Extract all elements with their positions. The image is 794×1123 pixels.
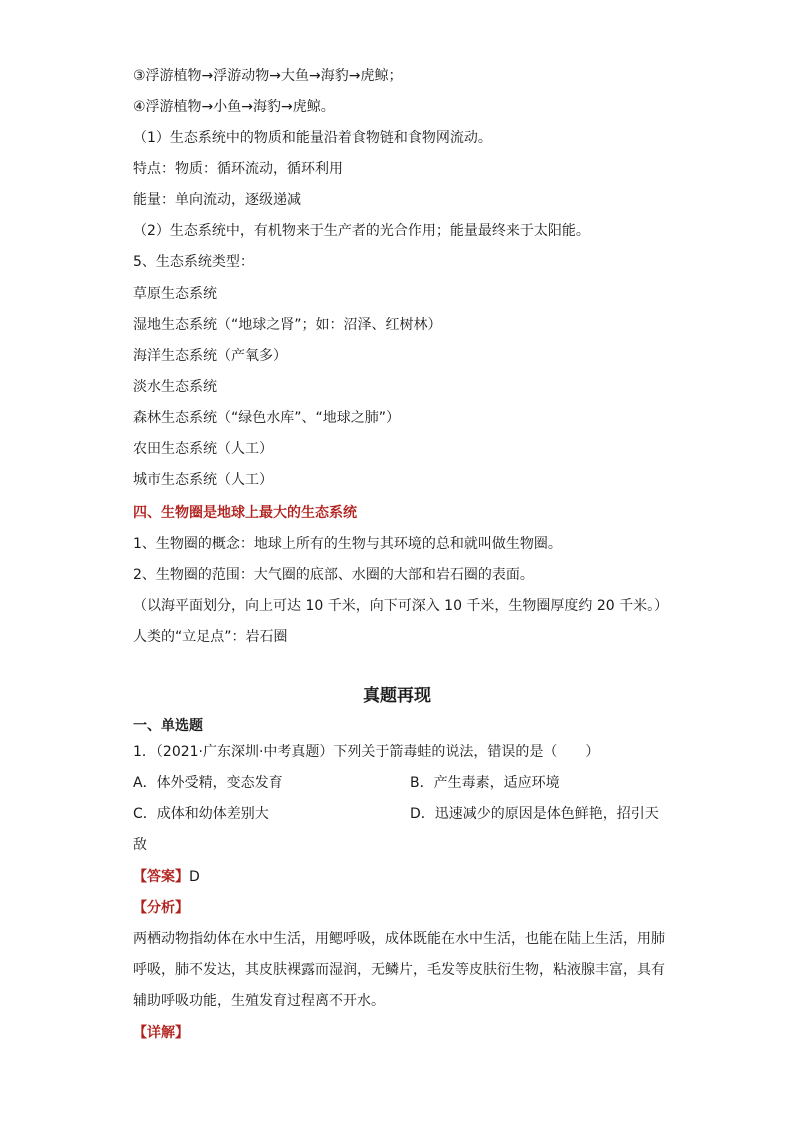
biosphere-range: 2、生物圈的范围：大气圈的底部、水圈的大部和岩石圈的表面。 <box>133 567 534 583</box>
analysis-line: 呼吸，肺不发达，其皮肤裸露而湿润，无鳞片，毛发等皮肤衍生物，粘液腺丰富，具有 <box>133 962 665 978</box>
option-d-continued: 敌 <box>133 837 147 853</box>
option-c[interactable]: C．成体和幼体差别大 <box>133 806 269 822</box>
ecosystem-type: 草原生态系统 <box>133 286 217 302</box>
ecosystem-type: 城市生态系统（人工） <box>133 472 273 488</box>
source-statement: （2）生态系统中，有机物来于生产者的光合作用；能量最终来于太阳能。 <box>133 223 590 239</box>
option-a[interactable]: A．体外受精，变态发育 <box>133 775 283 791</box>
matter-feature: 特点：物质：循环流动，循环利用 <box>133 161 343 177</box>
question-text: 1．（2021·广东深圳·中考真题）下列关于箭毒蛙的说法，错误的是（ ） <box>133 744 600 760</box>
exam-title: 真题再现 <box>363 686 431 706</box>
human-foothold: 人类的“立足点”：岩石圈 <box>133 629 288 645</box>
ecosystem-type: 湿地生态系统（“地球之肾”；如：沼泽、红树林） <box>133 317 442 333</box>
answer-value: D <box>189 869 200 885</box>
flow-statement: （1）生态系统中的物质和能量沿着食物链和食物网流动。 <box>133 130 492 146</box>
biosphere-thickness: （以海平面划分，向上可达 10 千米，向下可深入 10 千米，生物圈厚度约 20 千米。） <box>133 598 669 614</box>
detail-label: 【详解】 <box>133 1025 189 1041</box>
food-chain-4: ④浮游植物→小鱼→海豹→虎鲸。 <box>133 99 335 115</box>
energy-feature: 能量：单向流动，逐级递减 <box>133 192 301 208</box>
biosphere-concept: 1、生物圈的概念：地球上所有的生物与其环境的总和就叫做生物圈。 <box>133 536 562 552</box>
ecosystem-type: 森林生态系统（“绿色水库”、“地球之肺”） <box>133 410 401 426</box>
ecosystem-type: 农田生态系统（人工） <box>133 441 273 457</box>
exam-section: 一、单选题 <box>133 718 203 734</box>
food-chain-3: ③浮游植物→浮游动物→大鱼→海豹→虎鲸； <box>133 68 403 84</box>
section-heading-biosphere: 四、生物圈是地球上最大的生态系统 <box>133 505 357 521</box>
option-d[interactable]: D．迅速减少的原因是体色鲜艳，招引天 <box>410 806 659 822</box>
types-heading: 5、生态系统类型： <box>133 254 254 270</box>
answer-line <box>133 867 200 887</box>
analysis-label: 【分析】 <box>133 900 189 916</box>
analysis-line: 辅助呼吸功能，生殖发育过程离不开水。 <box>133 993 385 1009</box>
answer-label: 【答案】 <box>133 869 189 885</box>
option-b[interactable]: B．产生毒素，适应环境 <box>410 775 560 791</box>
analysis-line: 两栖动物指幼体在水中生活，用鳃呼吸，成体既能在水中生活，也能在陆上生活，用肺 <box>133 931 665 947</box>
ecosystem-type: 海洋生态系统（产氧多） <box>133 348 287 364</box>
ecosystem-type: 淡水生态系统 <box>133 379 217 395</box>
